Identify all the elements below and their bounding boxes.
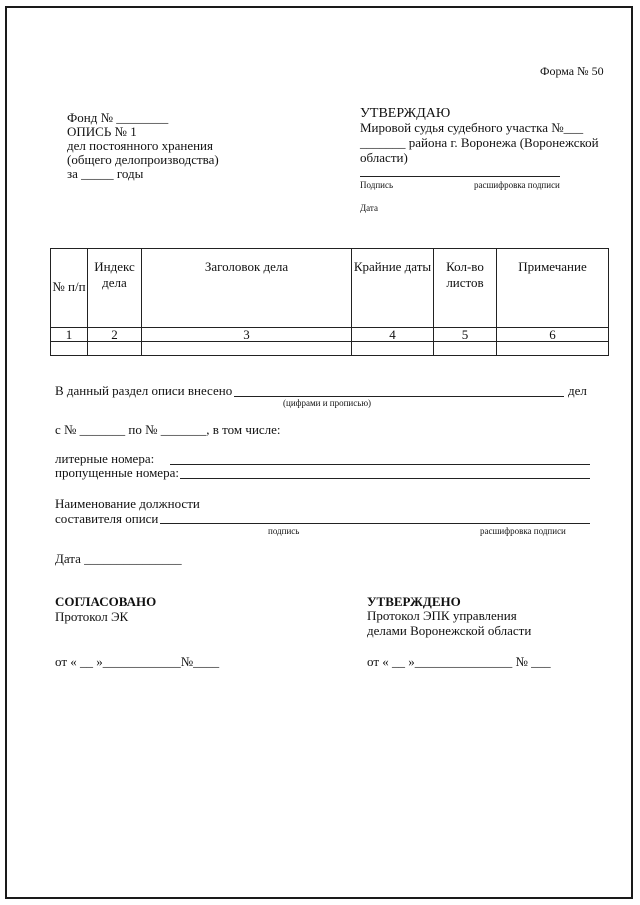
missing-numbers-label: пропущенные номера: <box>55 465 179 480</box>
header-sheets: Кол-во листов <box>434 249 497 328</box>
table-cell[interactable] <box>51 342 88 356</box>
compiler-signature-caption: подпись <box>268 526 300 536</box>
position-label-1: Наименование должности <box>55 496 200 511</box>
entered-suffix: дел <box>568 383 587 398</box>
table-cell: 1 <box>51 328 88 342</box>
years-line: за _____ годы <box>67 166 144 181</box>
approved-line-1: Протокол ЭПК управления <box>367 608 517 623</box>
table-cell: 3 <box>142 328 352 342</box>
table-numbering-row <box>51 328 609 342</box>
compiler-decoding-caption: расшифровка подписи <box>480 526 566 536</box>
approve-decoding-caption: расшифровка подписи <box>474 180 560 190</box>
approve-line-1: Мировой судья судебного участка №___ <box>360 120 584 135</box>
table-cell[interactable] <box>497 342 609 356</box>
header-title: Заголовок дела <box>142 249 352 328</box>
header-dates: Крайние даты <box>352 249 434 328</box>
approve-date-caption: Дата <box>360 203 378 213</box>
date-line: Дата _______________ <box>55 551 182 566</box>
table-cell: 4 <box>352 328 434 342</box>
approve-line-3: области) <box>360 150 408 165</box>
agreed-protocol: Протокол ЭК <box>55 609 129 624</box>
entered-label: В данный раздел описи внесено <box>55 383 233 398</box>
approve-signature-caption: Подпись <box>360 180 394 190</box>
table-cell: 5 <box>434 328 497 342</box>
approved-from: от « __ »_______________ № ___ <box>367 654 551 669</box>
range-line: с № _______ по № _______, в том числе: <box>55 422 281 437</box>
table-cell[interactable] <box>142 342 352 356</box>
agreed-title: СОГЛАСОВАНО <box>55 594 157 609</box>
header-number: № п/п <box>51 249 88 328</box>
table-cell: 2 <box>88 328 142 342</box>
table-cell[interactable] <box>352 342 434 356</box>
compiler-field[interactable] <box>160 523 590 524</box>
header-index: Индекс дела <box>88 249 142 328</box>
inventory-title: ОПИСЬ № 1 <box>67 124 137 139</box>
position-label-2: составителя описи <box>55 511 159 526</box>
entered-caption: (цифрами и прописью) <box>283 398 372 408</box>
approved-line-2: делами Воронежской области <box>367 623 532 638</box>
letter-numbers-field[interactable] <box>170 464 590 465</box>
fund-number: Фонд № ________ <box>67 110 169 125</box>
approve-title: УТВЕРЖДАЮ <box>360 106 451 121</box>
table-cell[interactable] <box>88 342 142 356</box>
form-number: Форма № 50 <box>540 64 604 78</box>
table-row <box>51 342 609 356</box>
table-cell[interactable] <box>434 342 497 356</box>
header-note: Примечание <box>497 249 609 328</box>
approved-title: УТВЕРЖДЕНО <box>367 594 461 609</box>
record-type: (общего делопроизводства) <box>67 152 219 167</box>
agreed-from: от « __ »____________№____ <box>55 654 220 669</box>
table-header-row <box>51 249 609 328</box>
table-cell: 6 <box>497 328 609 342</box>
missing-numbers-field[interactable] <box>180 478 590 479</box>
approve-line-2: _______ района г. Воронежа (Воронежской <box>360 135 599 150</box>
letter-numbers-label: литерные номера: <box>55 451 155 466</box>
entered-field[interactable] <box>234 396 564 397</box>
inventory-table <box>50 248 609 356</box>
approve-signature-line <box>360 176 560 177</box>
storage-type: дел постоянного хранения <box>67 138 213 153</box>
